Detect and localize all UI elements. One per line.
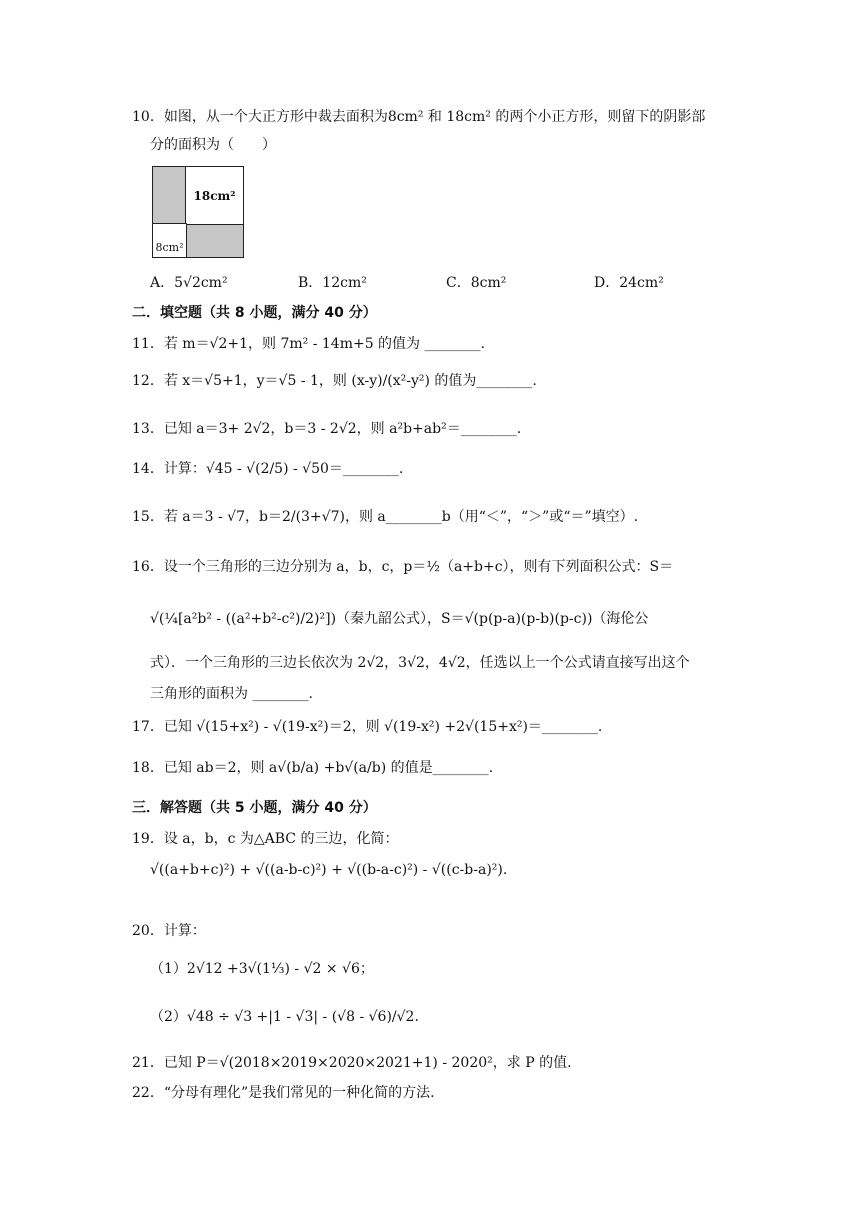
q19-line2: √((a+b+c)²) + √((a-b-c)²) + √((b-a-c)²) - √((c-b-a)²). — [150, 862, 508, 878]
q10-option-c: C．8cm² — [446, 275, 507, 291]
q22: 22．“分母有理化”是我们常见的一种化简的方法. — [132, 1085, 435, 1101]
q12: 12．若 x＝√5+1，y＝√5 - 1，则 (x-y)/(x²-y²) 的值为________. — [132, 373, 537, 389]
q16-line2: √(¼[a²b² - ((a²+b²-c²)/2)²])（秦九韶公式），S＝√(p(p-a)(p-b)(p-c))（海伦公 — [150, 611, 649, 627]
q16-line4: 三角形的面积为 ________. — [150, 686, 313, 702]
q21: 21．已知 P＝√(2018×2019×2020×2021+1) - 2020²，求 P 的值. — [132, 1055, 572, 1071]
q14: 14．计算：√45 - √(2/5) - √50＝________. — [132, 461, 404, 477]
section-2-heading: 二．填空题（共 8 小题，满分 40 分） — [132, 305, 377, 321]
q13: 13．已知 a＝3+ 2√2，b＝3 - 2√2，则 a²b+ab²＝________. — [132, 421, 522, 437]
q10-option-d: D．24cm² — [594, 275, 664, 291]
q11: 11．若 m＝√2+1，则 7m² - 14m+5 的值为 ________. — [132, 336, 485, 352]
q16-line1: 16．设一个三角形的三边分别为 a，b，c，p＝½（a+b+c），则有下列面积公式：S＝ — [132, 559, 674, 575]
q10-option-a: A．5√2cm² — [150, 275, 228, 291]
q19-line1: 19．设 a，b，c 为△ABC 的三边，化简： — [132, 831, 399, 847]
q20-line1: 20．计算： — [132, 923, 206, 939]
q20-item2: （2）√48 ÷ √3 +|1 - √3| - (√8 - √6)/√2. — [150, 1009, 419, 1025]
square-figure — [152, 166, 244, 258]
q10-line2: 分的面积为（ ） — [150, 137, 276, 153]
q18: 18．已知 ab＝2，则 a√(b/a) +b√(a/b) 的值是________. — [132, 760, 494, 776]
square-18-label: 18cm² — [185, 167, 243, 225]
square-8-label: 8cm² — [153, 223, 187, 257]
q10-line1: 10．如图，从一个大正方形中裁去面积为8cm² 和 18cm² 的两个小正方形，则留下的阴影部 — [132, 109, 706, 125]
q17: 17．已知 √(15+x²) - √(19-x²)＝2，则 √(19-x²) +2√(15+x²)＝________. — [132, 719, 603, 735]
section-3-heading: 三．解答题（共 5 小题，满分 40 分） — [132, 800, 377, 816]
q16-line3: 式）．一个三角形的三边长依次为 2√2，3√2，4√2，任选以上一个公式请直接写出这个 — [150, 655, 690, 671]
q20-item1: （1）2√12 +3√(1⅓) - √2 × √6； — [150, 961, 374, 977]
q15: 15．若 a＝3 - √7，b＝2/(3+√7)，则 a________b（用“＜”，“＞”或“＝”填空）. — [132, 509, 639, 525]
q10-option-b: B．12cm² — [298, 275, 367, 291]
